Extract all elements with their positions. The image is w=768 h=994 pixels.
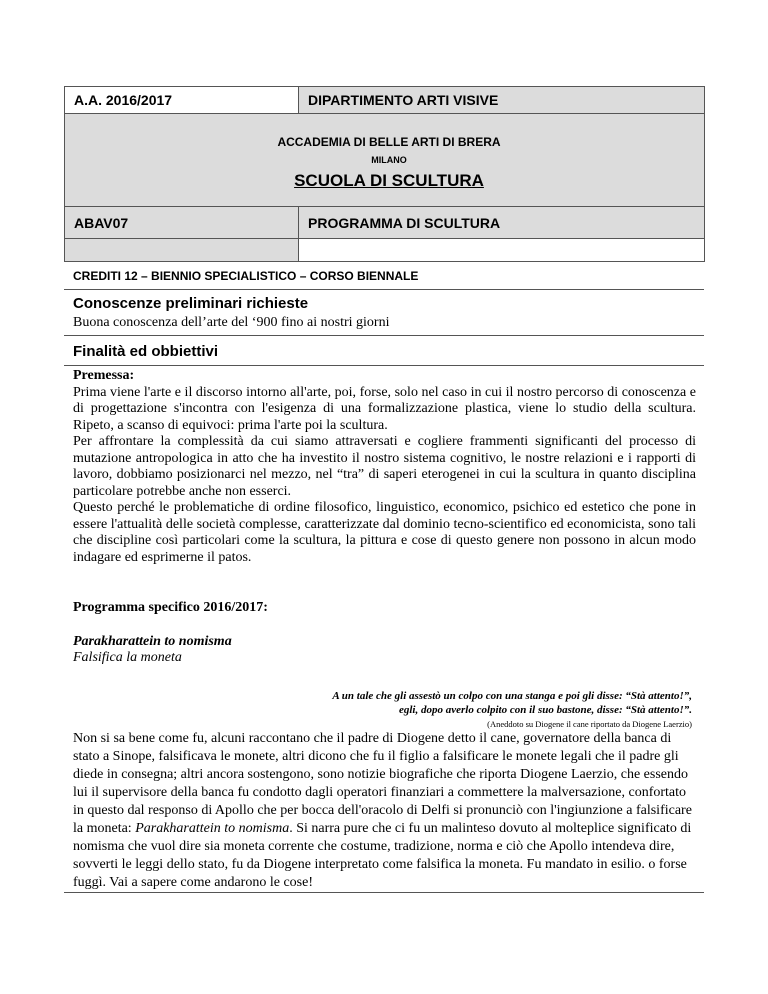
story-text-1: Non si sa bene come fu, alcuni raccontano che il padre di Diogene detto il cane, governatore della banca di stato a Sinope, falsificava le monete, altri dicono che fu il figlio a falsificare le monete legali che il padre gli diede in consegna; altri ancora sostengono, sono notizie biografiche che riporta Diogene Laerzio, che essendo lui il supervisore della banca fu condotto dagli operatori finanziari a commettere la malversazione, confortato in questo dal responso di Apollo che per bocca dell'oracolo di Delfi si pronunciò con l'ingiunzione a falsificare la moneta: <box>73 730 692 836</box>
epigraph-source: (Aneddoto su Diogene il cane riportato da Diogene Laerzio) <box>487 718 692 729</box>
empty-cell-right <box>299 239 705 262</box>
story-text-italic: Parakharattein to nomisma <box>135 820 290 836</box>
academy-name: ACCADEMIA DI BELLE ARTI DI BRERA <box>277 135 501 149</box>
credits-line: CREDITI 12 – BIENNIO SPECIALISTICO – CORSO BIENNALE <box>64 262 704 290</box>
empty-cell-left <box>65 239 299 262</box>
department: DIPARTIMENTO ARTI VISIVE <box>299 87 705 114</box>
story-paragraph <box>73 730 696 892</box>
epigraph-line-2: egli, dopo averlo colpito con il suo bastone, disse: “Stà attento!”. <box>398 703 692 716</box>
premise-paragraph-2: Per affrontare la complessità da cui siamo attraversati e cogliere frammenti significanti del processo di mutazione antropologica in atto che ha investito il nostro sistema cognitivo, le nostre relazioni e i rapporti di lavoro, dobbiamo posizionarci nel mezzo, nel “tra” di saperi eterogenei in cui la scultura in quanto disciplina particolare potrebbe anche non esserci. <box>73 434 696 499</box>
premise-paragraph-3: Questo perché le problematiche di ordine filosofico, linguistico, economico, psichico ed estetico che pone in essere l'attualità delle società complesse, caratterizzate dal dominio tecno-scientifico ed economicista, sono tali che discipline così particolari come la scultura, la pittura e cose di questo genere non possono in alcun modo indagare ed esprimerne il patos. <box>73 500 696 565</box>
institution-block <box>65 114 705 207</box>
program-title-italian: Falsifica la moneta <box>73 650 182 665</box>
prerequisites-title: Conoscenze preliminari richieste <box>73 295 309 312</box>
city-name: MILANO <box>371 155 407 165</box>
course-code: ABAV07 <box>65 207 299 239</box>
academic-year: A.A. 2016/2017 <box>65 87 299 114</box>
premise-label: Premessa: <box>73 368 135 383</box>
header-table <box>64 86 705 262</box>
epigraph-quote <box>73 689 696 717</box>
document <box>64 86 704 893</box>
epigraph-line-1: A un tale che gli assestò un colpo con una stanga e poi gli disse: “Stà attento!”, <box>332 689 692 702</box>
school-name: SCUOLA DI SCULTURA <box>294 171 484 190</box>
program-title-greek: Parakharattein to nomisma <box>73 633 232 649</box>
program-heading: Programma specifico 2016/2017: <box>73 600 268 615</box>
objectives-title: Finalità ed obbiettivi <box>64 336 704 366</box>
program-title: PROGRAMMA DI SCULTURA <box>299 207 705 239</box>
premise-paragraph-1: Prima viene l'arte e il discorso intorno all'arte, poi, forse, solo nel caso in cui il nostro percorso di conoscenza e di progettazione s'incontra con l'esigenza di una formalizzazione plastica, viene lo studio della scultura. Ripeto, a scanso di equivoci: prima l'arte poi la scultura. <box>73 384 696 433</box>
story-text-2: . Si narra pure che ci fu un malinteso dovuto al molteplice significato di nomisma che vuol dire sia moneta corrente che costume, tradizione, norma e ciò che Apollo intendeva dire, sovverti le leggi dello stato, fu da Diogene interpretato come falsifica la moneta. Fu mandato in esilio. o forse fuggì. Vai a sapere come andarono le cose! <box>73 820 692 890</box>
objectives-content <box>64 366 704 893</box>
prerequisites-body: Buona conoscenza dell’arte del ‘900 fino ai nostri giorni <box>64 313 704 336</box>
